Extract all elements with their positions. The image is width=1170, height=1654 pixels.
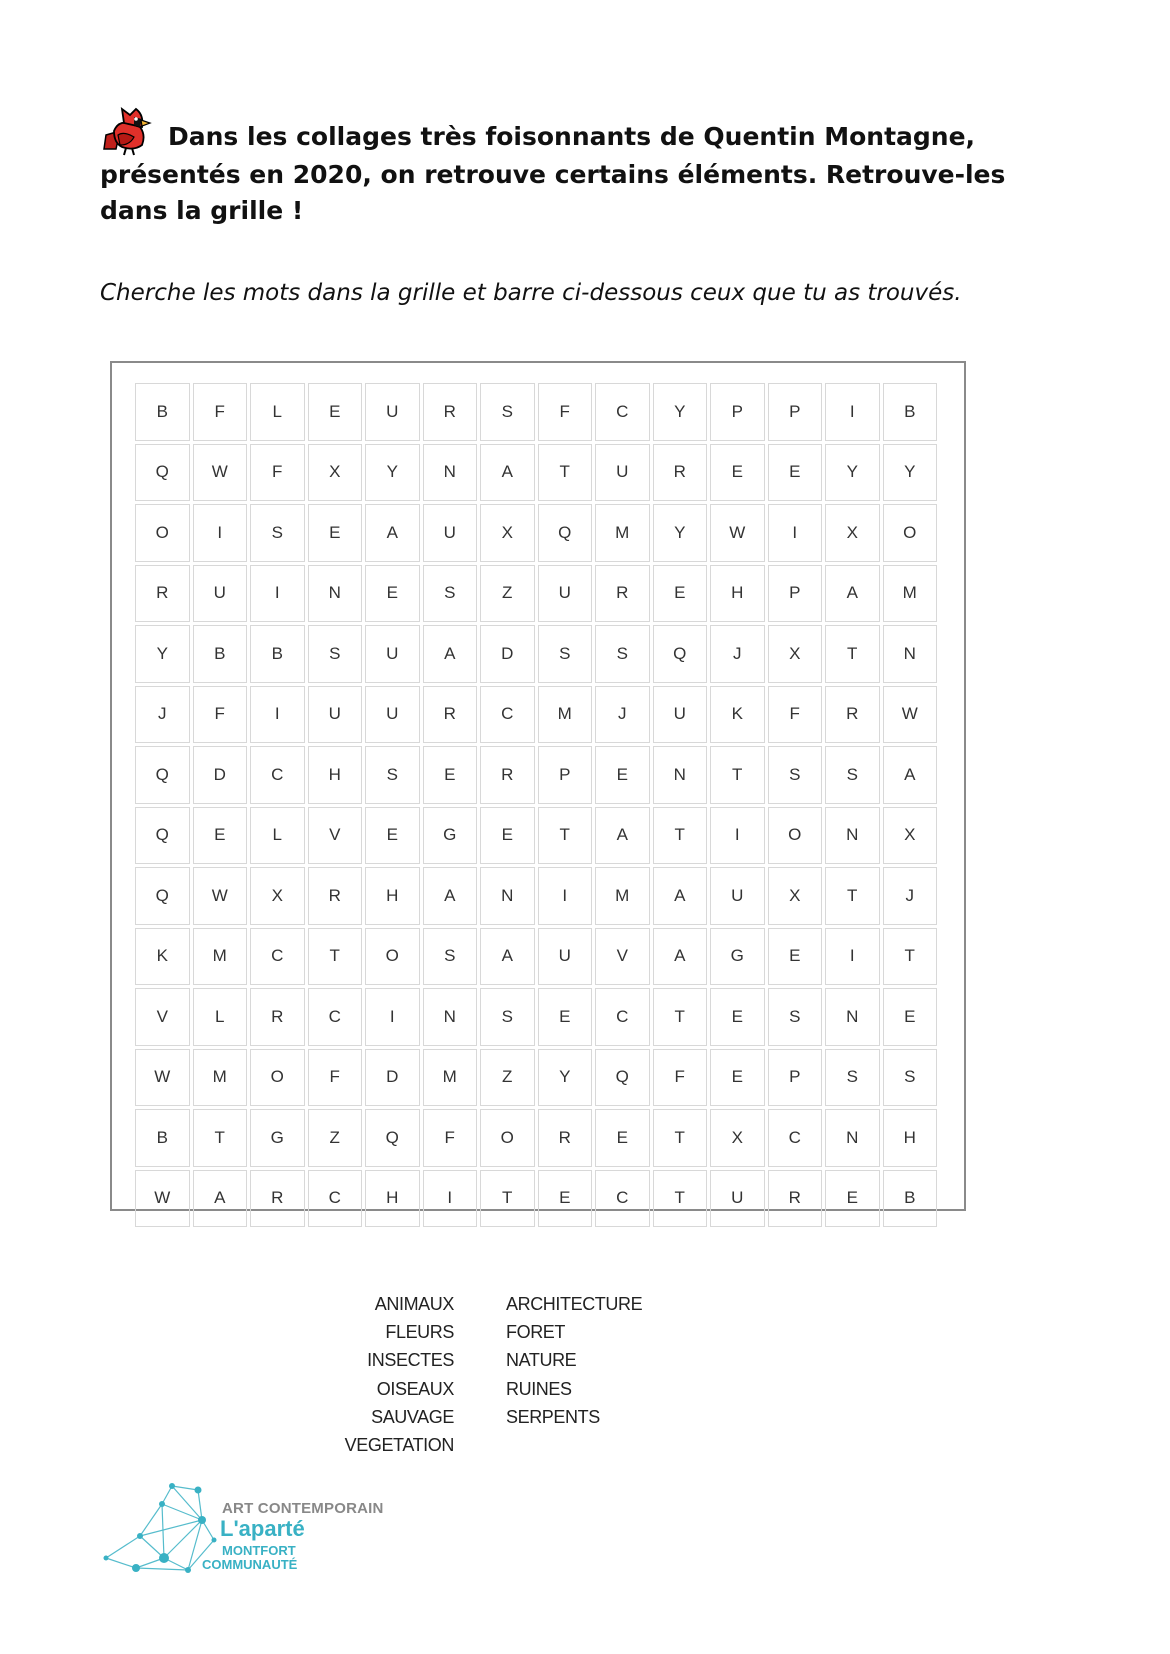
grid-cell[interactable]: R — [135, 565, 190, 623]
grid-cell[interactable]: S — [308, 625, 363, 683]
grid-cell[interactable]: P — [538, 746, 593, 804]
grid-cell[interactable]: O — [135, 504, 190, 562]
grid-cell[interactable]: T — [308, 928, 363, 986]
grid-cell[interactable]: I — [825, 928, 880, 986]
grid-cell[interactable]: U — [365, 383, 420, 441]
grid-cell[interactable]: A — [883, 746, 938, 804]
word-list-item: SAUVAGE — [371, 1406, 454, 1427]
grid-cell[interactable]: R — [250, 1170, 305, 1228]
grid-cell[interactable]: A — [595, 807, 650, 865]
grid-cell[interactable]: T — [653, 807, 708, 865]
grid-cell[interactable]: C — [308, 988, 363, 1046]
grid-cell[interactable]: R — [423, 383, 478, 441]
grid-cell[interactable]: Y — [825, 444, 880, 502]
grid-cell[interactable]: R — [480, 746, 535, 804]
grid-cell[interactable]: M — [883, 565, 938, 623]
grid-cell[interactable]: Z — [308, 1109, 363, 1167]
grid-cell[interactable]: N — [653, 746, 708, 804]
heading-line-1: Dans les collages très foisonnants de Quentin Montagne, — [168, 122, 976, 151]
grid-cell[interactable]: T — [653, 1170, 708, 1228]
grid-cell[interactable]: U — [710, 1170, 765, 1228]
grid-cell[interactable]: A — [480, 444, 535, 502]
grid-cell[interactable]: F — [193, 383, 248, 441]
grid-cell[interactable]: U — [653, 686, 708, 744]
grid-cell[interactable]: X — [768, 625, 823, 683]
grid-cell[interactable]: Y — [365, 444, 420, 502]
grid-cell[interactable]: W — [135, 1049, 190, 1107]
grid-cell[interactable]: X — [710, 1109, 765, 1167]
grid-cell[interactable]: X — [883, 807, 938, 865]
grid-cell[interactable]: H — [883, 1109, 938, 1167]
grid-cell[interactable]: E — [710, 444, 765, 502]
grid-cell[interactable]: E — [825, 1170, 880, 1228]
grid-cell[interactable]: C — [595, 988, 650, 1046]
grid-cell[interactable]: N — [883, 625, 938, 683]
grid-cell[interactable]: E — [308, 504, 363, 562]
grid-cell[interactable]: Q — [595, 1049, 650, 1107]
grid-cell[interactable]: M — [193, 928, 248, 986]
grid-cell[interactable]: S — [825, 746, 880, 804]
grid-cell[interactable]: F — [308, 1049, 363, 1107]
grid-cell[interactable]: T — [653, 1109, 708, 1167]
word-list-item: NATURE — [506, 1350, 577, 1371]
grid-cell[interactable]: F — [423, 1109, 478, 1167]
grid-cell[interactable]: R — [653, 444, 708, 502]
grid-cell[interactable]: E — [308, 383, 363, 441]
grid-cell[interactable]: G — [710, 928, 765, 986]
grid-cell[interactable]: Y — [135, 625, 190, 683]
grid-cell[interactable]: J — [595, 686, 650, 744]
grid-cell[interactable]: O — [480, 1109, 535, 1167]
grid-cell[interactable]: M — [423, 1049, 478, 1107]
grid-cell[interactable]: E — [768, 444, 823, 502]
grid-cell[interactable]: A — [423, 867, 478, 925]
grid-cell[interactable]: R — [538, 1109, 593, 1167]
word-list-left-column — [330, 1290, 454, 1459]
grid-cell[interactable]: W — [710, 504, 765, 562]
grid-cell[interactable]: G — [250, 1109, 305, 1167]
grid-cell[interactable]: E — [365, 807, 420, 865]
word-list — [330, 1290, 642, 1459]
grid-cell[interactable]: M — [595, 504, 650, 562]
grid-cell[interactable]: R — [768, 1170, 823, 1228]
grid-cell[interactable]: A — [423, 625, 478, 683]
grid-cell[interactable]: E — [538, 1170, 593, 1228]
grid-cell[interactable]: S — [825, 1049, 880, 1107]
grid-cell[interactable]: X — [308, 444, 363, 502]
grid-cell[interactable]: H — [308, 746, 363, 804]
grid-cell[interactable]: U — [365, 625, 420, 683]
grid-cell[interactable]: N — [423, 988, 478, 1046]
grid-cell[interactable]: W — [193, 867, 248, 925]
grid-cell[interactable]: L — [250, 807, 305, 865]
grid-cell[interactable]: X — [825, 504, 880, 562]
grid-cell[interactable]: T — [538, 444, 593, 502]
grid-cell[interactable]: S — [480, 988, 535, 1046]
grid-cell[interactable]: D — [365, 1049, 420, 1107]
grid-cell[interactable]: H — [365, 867, 420, 925]
grid-cell[interactable]: A — [365, 504, 420, 562]
grid-cell[interactable]: M — [538, 686, 593, 744]
grid-cell[interactable]: N — [423, 444, 478, 502]
word-list-item: FLEURS — [385, 1322, 454, 1343]
grid-cell[interactable]: T — [883, 928, 938, 986]
logo-text-communaute: COMMUNAUTÉ — [202, 1557, 298, 1572]
logo-text-laparte: L'aparté — [220, 1516, 305, 1541]
grid-cell[interactable]: T — [653, 988, 708, 1046]
grid-cell[interactable]: N — [825, 807, 880, 865]
grid-cell[interactable]: J — [710, 625, 765, 683]
word-list-item: INSECTES — [367, 1350, 454, 1371]
grid-cell[interactable]: P — [768, 1049, 823, 1107]
grid-cell[interactable]: O — [768, 807, 823, 865]
grid-cell[interactable]: E — [423, 746, 478, 804]
grid-cell[interactable]: J — [883, 867, 938, 925]
grid-cell[interactable]: D — [193, 746, 248, 804]
grid-cell[interactable]: U — [595, 444, 650, 502]
grid-cell[interactable]: C — [595, 1170, 650, 1228]
grid-cell[interactable]: F — [653, 1049, 708, 1107]
grid-cell[interactable]: Q — [538, 504, 593, 562]
grid-cell[interactable]: K — [710, 686, 765, 744]
word-list-item: ARCHITECTURE — [506, 1294, 643, 1314]
grid-cell[interactable]: X — [250, 867, 305, 925]
grid-cell[interactable]: C — [595, 383, 650, 441]
grid-cell[interactable]: T — [825, 625, 880, 683]
grid-cell[interactable]: E — [595, 746, 650, 804]
grid-cell[interactable]: W — [883, 686, 938, 744]
logo-text-montfort: MONTFORT — [222, 1543, 296, 1558]
grid-cell[interactable]: S — [768, 746, 823, 804]
grid-cell[interactable]: U — [423, 504, 478, 562]
grid-cell[interactable]: R — [825, 686, 880, 744]
grid-cell[interactable]: N — [825, 988, 880, 1046]
word-list-item: VEGETATION — [344, 1434, 454, 1455]
grid-cell[interactable]: Y — [653, 383, 708, 441]
grid-cell[interactable]: S — [883, 1049, 938, 1107]
grid-cell[interactable]: H — [365, 1170, 420, 1228]
grid-cell[interactable]: Y — [883, 444, 938, 502]
grid-cell[interactable]: I — [193, 504, 248, 562]
grid-cell[interactable]: E — [883, 988, 938, 1046]
grid-cell[interactable]: Z — [480, 1049, 535, 1107]
instruction-text: Cherche les mots dans la grille et barre ci-dessous ceux que tu as trouvés. — [100, 280, 962, 306]
grid-cell[interactable]: A — [193, 1170, 248, 1228]
grid-cell[interactable]: C — [250, 928, 305, 986]
grid-cell[interactable]: F — [250, 444, 305, 502]
grid-cell[interactable]: T — [825, 867, 880, 925]
grid-cell[interactable]: T — [480, 1170, 535, 1228]
grid-cell[interactable]: L — [193, 988, 248, 1046]
grid-cell[interactable]: U — [365, 686, 420, 744]
grid-cell[interactable]: T — [710, 746, 765, 804]
grid-cell[interactable]: B — [193, 625, 248, 683]
grid-cell[interactable]: E — [193, 807, 248, 865]
grid-cell[interactable]: P — [768, 383, 823, 441]
grid-cell[interactable]: D — [480, 625, 535, 683]
grid-cell[interactable]: N — [308, 565, 363, 623]
grid-cell[interactable]: V — [308, 807, 363, 865]
grid-cell[interactable]: S — [480, 383, 535, 441]
grid-cell[interactable]: Y — [538, 1049, 593, 1107]
grid-cell[interactable]: J — [135, 686, 190, 744]
grid-cell[interactable]: Q — [135, 867, 190, 925]
grid-cell[interactable]: O — [883, 504, 938, 562]
grid-cell[interactable]: E — [538, 988, 593, 1046]
grid-cell[interactable]: K — [135, 928, 190, 986]
grid-cell[interactable]: N — [825, 1109, 880, 1167]
grid-cell[interactable]: E — [595, 1109, 650, 1167]
grid-cell[interactable]: A — [480, 928, 535, 986]
grid-cell[interactable]: C — [250, 746, 305, 804]
grid-cell[interactable]: E — [480, 807, 535, 865]
word-list-item: FORET — [506, 1322, 565, 1343]
grid-cell[interactable]: C — [768, 1109, 823, 1167]
grid-cell[interactable]: Q — [135, 444, 190, 502]
grid-cell[interactable]: Q — [365, 1109, 420, 1167]
grid-cell[interactable]: U — [538, 565, 593, 623]
grid-cell[interactable]: S — [538, 625, 593, 683]
grid-cell[interactable]: C — [480, 686, 535, 744]
grid-cell[interactable]: B — [135, 383, 190, 441]
grid-cell[interactable]: B — [883, 383, 938, 441]
grid-cell[interactable]: E — [365, 565, 420, 623]
grid-cell[interactable]: V — [595, 928, 650, 986]
laparte-logo — [102, 1480, 402, 1590]
page-heading — [100, 105, 1060, 229]
grid-cell[interactable]: O — [250, 1049, 305, 1107]
grid-cell[interactable]: F — [768, 686, 823, 744]
grid-cell[interactable]: Q — [135, 746, 190, 804]
grid-cell[interactable]: I — [250, 686, 305, 744]
grid-cell[interactable]: E — [653, 565, 708, 623]
grid-cell[interactable]: Y — [653, 504, 708, 562]
grid-cell[interactable]: E — [768, 928, 823, 986]
grid-cell[interactable]: T — [538, 807, 593, 865]
grid-cell[interactable]: S — [595, 625, 650, 683]
word-list-item: OISEAUX — [376, 1378, 454, 1399]
grid-cell[interactable]: B — [250, 625, 305, 683]
grid-cell[interactable]: E — [710, 1049, 765, 1107]
grid-cell[interactable]: S — [423, 565, 478, 623]
grid-cell[interactable]: I — [768, 504, 823, 562]
grid-cell[interactable]: I — [365, 988, 420, 1046]
grid-cell[interactable]: R — [250, 988, 305, 1046]
grid-cell[interactable]: O — [365, 928, 420, 986]
grid-cell[interactable]: A — [825, 565, 880, 623]
grid-cell[interactable]: X — [480, 504, 535, 562]
grid-cell[interactable]: I — [538, 867, 593, 925]
grid-cell[interactable]: G — [423, 807, 478, 865]
grid-cell[interactable]: S — [768, 988, 823, 1046]
grid-cell[interactable]: X — [768, 867, 823, 925]
grid-cell[interactable]: S — [423, 928, 478, 986]
grid-cell[interactable]: Z — [480, 565, 535, 623]
grid-cell[interactable]: U — [308, 686, 363, 744]
grid-cell[interactable]: U — [538, 928, 593, 986]
word-list-item: SERPENTS — [506, 1406, 600, 1427]
grid-cell[interactable]: R — [308, 867, 363, 925]
grid-cell[interactable]: T — [193, 1109, 248, 1167]
heading-line-2: présentés en 2020, on retrouve certains éléments. Retrouve-les — [100, 160, 1006, 189]
logo-text-art-contemporain: ART CONTEMPORAIN — [222, 1500, 384, 1517]
grid-cell[interactable]: W — [135, 1170, 190, 1228]
grid-cell[interactable]: I — [825, 383, 880, 441]
grid-cell[interactable]: U — [193, 565, 248, 623]
grid-cell[interactable]: I — [250, 565, 305, 623]
grid-cell[interactable]: C — [308, 1170, 363, 1228]
grid-cell[interactable]: N — [480, 867, 535, 925]
grid-cell[interactable]: F — [538, 383, 593, 441]
word-list-right-column — [506, 1290, 642, 1459]
grid-cell[interactable]: S — [365, 746, 420, 804]
grid-cell[interactable]: Q — [135, 807, 190, 865]
grid-cell[interactable]: H — [710, 565, 765, 623]
grid-cell[interactable]: F — [193, 686, 248, 744]
word-list-item: ANIMAUX — [374, 1294, 454, 1314]
grid-cell[interactable]: A — [653, 867, 708, 925]
grid-cell[interactable]: B — [883, 1170, 938, 1228]
grid-cell[interactable]: U — [710, 867, 765, 925]
grid-cell[interactable]: Q — [653, 625, 708, 683]
grid-cell[interactable]: P — [768, 565, 823, 623]
grid-cell[interactable]: I — [710, 807, 765, 865]
grid-cell[interactable]: P — [710, 383, 765, 441]
grid-cell[interactable]: M — [193, 1049, 248, 1107]
grid-cell[interactable]: M — [595, 867, 650, 925]
heading-line-3: dans la grille ! — [100, 196, 304, 225]
grid-cell[interactable]: R — [595, 565, 650, 623]
word-search-grid — [135, 383, 937, 1227]
grid-cell[interactable]: A — [653, 928, 708, 986]
grid-cell[interactable]: E — [710, 988, 765, 1046]
word-list-item: RUINES — [506, 1378, 572, 1399]
red-cardinal-bird-icon — [100, 105, 156, 157]
grid-cell[interactable]: L — [250, 383, 305, 441]
grid-cell[interactable]: W — [193, 444, 248, 502]
grid-cell[interactable]: S — [250, 504, 305, 562]
grid-cell[interactable]: B — [135, 1109, 190, 1167]
grid-cell[interactable]: I — [423, 1170, 478, 1228]
grid-cell[interactable]: V — [135, 988, 190, 1046]
grid-cell[interactable]: R — [423, 686, 478, 744]
